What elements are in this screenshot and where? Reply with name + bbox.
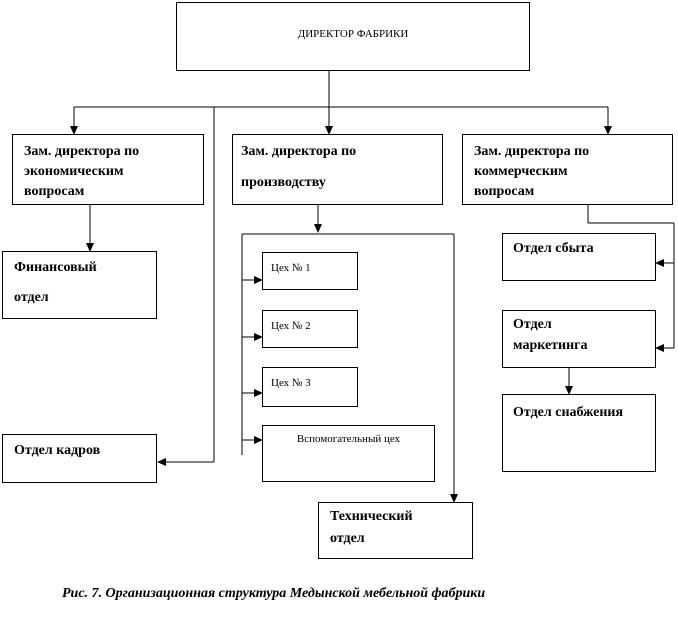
sales-department-box <box>502 233 656 281</box>
supply-department-box <box>502 394 656 472</box>
deputy-economic-line-2: экономическим <box>24 164 124 179</box>
marketing-department-line-2: маркетинга <box>513 338 588 353</box>
workshop-2-label: Цех № 2 <box>271 320 311 332</box>
deputy-production-box <box>232 134 443 205</box>
marketing-department-box <box>502 310 656 368</box>
deputy-economic-line-1: Зам. директора по <box>24 144 140 159</box>
auxiliary-workshop-box <box>262 425 435 482</box>
personnel-department-label: Отдел кадров <box>14 443 101 458</box>
technical-department-line-2: отдел <box>330 531 365 546</box>
technical-department-box <box>318 502 473 559</box>
workshop-2-box <box>262 310 358 348</box>
workshop-3-label: Цех № 3 <box>271 377 311 389</box>
technical-department-line-1: Технический <box>330 509 413 524</box>
workshop-3-box <box>262 367 358 407</box>
sales-department-label: Отдел сбыта <box>513 241 594 256</box>
deputy-commercial-line-2: коммерческим <box>474 164 568 179</box>
deputy-production-line-2: производству <box>241 175 326 190</box>
figure-caption: Рис. 7. Организационная структура Медынской мебельной фабрики <box>62 586 486 601</box>
auxiliary-workshop-label: Вспомогательный цех <box>296 433 401 445</box>
deputy-economic-line-3: вопросам <box>24 184 85 199</box>
personnel-department-box <box>2 434 157 483</box>
deputy-commercial-line-3: вопросам <box>474 184 535 199</box>
finance-department-line-2: отдел <box>14 290 49 305</box>
workshop-1-label: Цех № 1 <box>271 262 311 274</box>
finance-department-box <box>2 251 157 319</box>
director-label: ДИРЕКТОР ФАБРИКИ <box>297 28 409 40</box>
finance-department-line-1: Финансовый <box>14 260 97 275</box>
deputy-commercial-box <box>462 134 673 205</box>
supply-department-label: Отдел снабжения <box>513 405 624 420</box>
deputy-commercial-line-1: Зам. директора по <box>474 144 590 159</box>
director-box <box>176 2 530 71</box>
workshop-1-box <box>262 252 358 290</box>
marketing-department-line-1: Отдел <box>513 317 552 332</box>
deputy-production-line-1: Зам. директора по <box>241 144 357 159</box>
deputy-economic-box <box>12 134 204 205</box>
